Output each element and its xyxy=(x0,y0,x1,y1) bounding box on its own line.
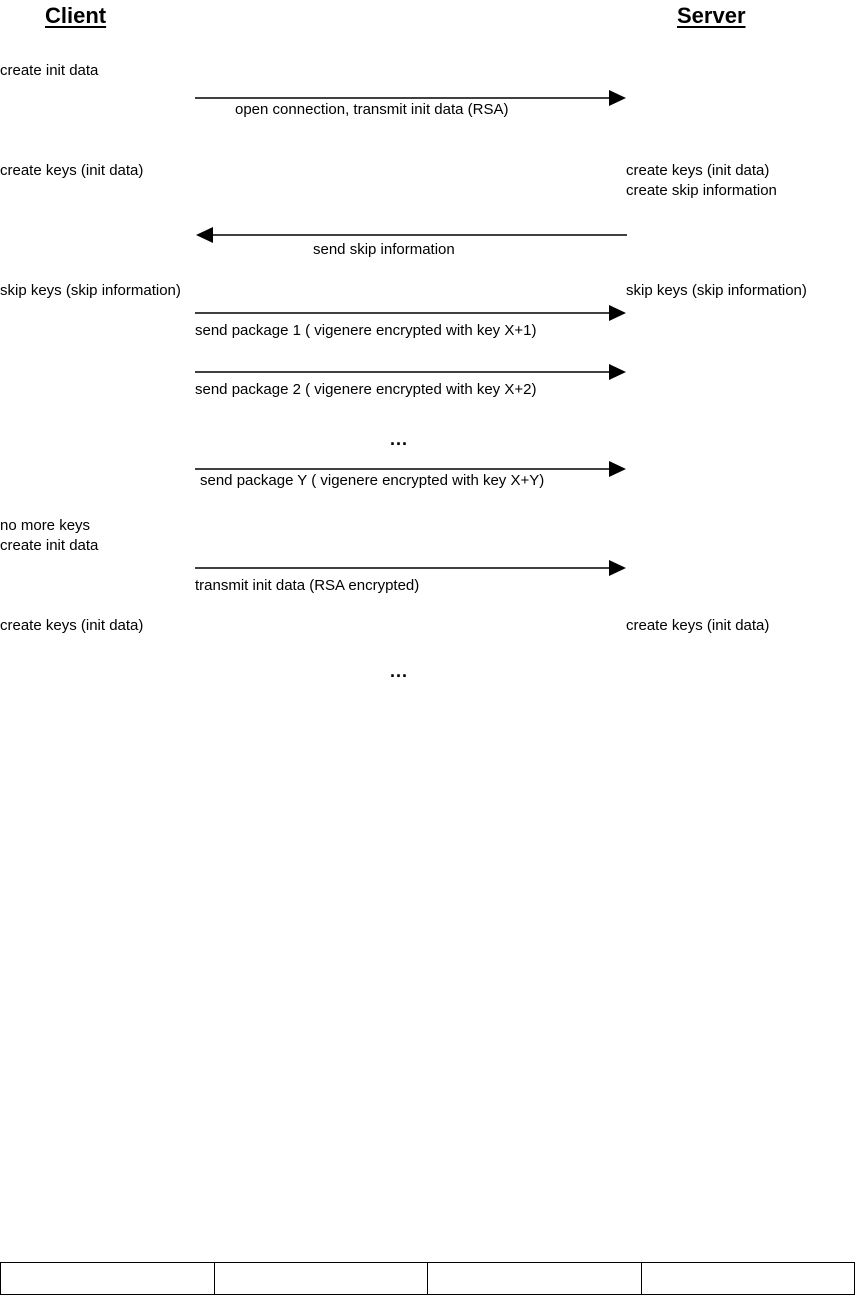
client-note-create-keys: create keys (init data) xyxy=(0,162,144,179)
arrow-package-2 xyxy=(195,364,626,380)
message-package-2: send package 2 ( vigenere encrypted with key X+2) xyxy=(195,381,537,398)
server-note-create-keys: create keys (init data) xyxy=(626,162,770,179)
server-heading: Server xyxy=(677,3,746,28)
server-note-skip-keys: skip keys (skip information) xyxy=(626,282,807,299)
ellipsis-middle: ... xyxy=(390,429,409,449)
client-note-create-init-data-2: create init data xyxy=(0,537,99,554)
message-send-skip-information: send skip information xyxy=(313,241,455,258)
footer-cell-4 xyxy=(641,1263,855,1295)
client-note-create-keys-2: create keys (init data) xyxy=(0,617,144,634)
client-heading: Client xyxy=(45,3,107,28)
message-package-1: send package 1 ( vigenere encrypted with key X+1) xyxy=(195,322,537,339)
message-transmit-init: transmit init data (RSA encrypted) xyxy=(195,577,420,594)
server-note-create-keys-2: create keys (init data) xyxy=(626,617,770,634)
footer-table xyxy=(0,1262,855,1295)
ellipsis-end: ... xyxy=(390,661,409,681)
arrow-package-1 xyxy=(195,305,626,321)
footer-cell-1 xyxy=(1,1263,215,1295)
arrow-transmit-init xyxy=(195,560,626,576)
footer-row xyxy=(1,1263,855,1295)
message-package-y: send package Y ( vigenere encrypted with key X+Y) xyxy=(200,472,545,489)
client-note-no-more-keys: no more keys xyxy=(0,517,91,534)
footer-cell-3 xyxy=(428,1263,642,1295)
server-note-create-skip-info: create skip information xyxy=(626,182,777,199)
message-open-connection: open connection, transmit init data (RSA) xyxy=(235,101,509,118)
client-note-skip-keys: skip keys (skip information) xyxy=(0,282,181,299)
footer-cell-2 xyxy=(214,1263,428,1295)
client-note-create-init-data: create init data xyxy=(0,62,99,79)
